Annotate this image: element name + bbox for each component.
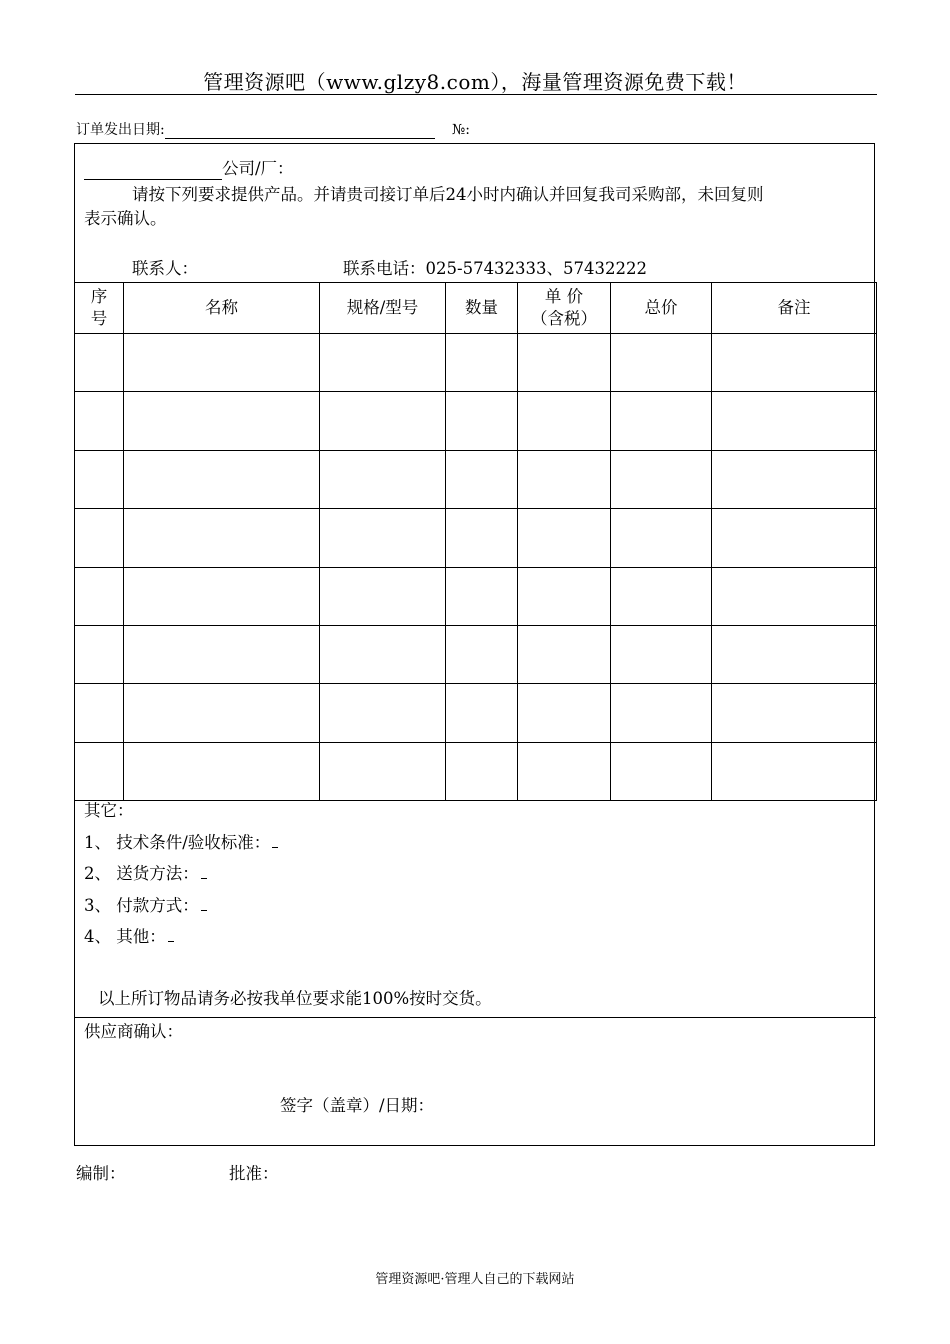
header-divider (75, 94, 877, 95)
payment-blank[interactable] (201, 898, 207, 911)
cell-index[interactable] (75, 509, 124, 567)
cell-quantity[interactable] (446, 334, 518, 392)
cell-spec[interactable] (320, 625, 446, 683)
cell-index[interactable] (75, 742, 124, 800)
order-date-label: 订单发出日期: (76, 122, 165, 138)
col-header-total: 总价 (611, 283, 712, 334)
cell-unit-price[interactable] (518, 625, 611, 683)
supplier-section-divider (74, 1017, 876, 1018)
cell-remarks[interactable] (712, 625, 877, 683)
prepared-by-label: 编制： (76, 1164, 126, 1183)
cell-remarks[interactable] (712, 509, 877, 567)
cell-name[interactable] (124, 392, 320, 450)
page-footer: 管理资源吧·管理人自己的下载网站 (375, 1272, 575, 1287)
cell-name[interactable] (124, 567, 320, 625)
cell-name[interactable] (124, 684, 320, 742)
col-header-spec: 规格/型号 (320, 283, 446, 334)
table-row (75, 334, 877, 392)
cell-total[interactable] (611, 334, 712, 392)
table-row (75, 742, 877, 800)
cell-spec[interactable] (320, 334, 446, 392)
col-header-quantity: 数量 (446, 283, 518, 334)
phone-label: 联系电话：025-57432333、57432222 (343, 259, 648, 278)
cell-total[interactable] (611, 392, 712, 450)
order-date-blank[interactable] (165, 124, 435, 139)
cell-name[interactable] (124, 625, 320, 683)
delivery-note: 以上所订物品请务必按我单位要求能100%按时交货。 (98, 989, 492, 1008)
cell-spec[interactable] (320, 509, 446, 567)
col-header-name: 名称 (124, 283, 320, 334)
page-header-title: 管理资源吧（www.glzy8.com），海量管理资源免费下载！ (203, 70, 747, 94)
tech-standard-blank[interactable] (272, 835, 278, 848)
cell-remarks[interactable] (712, 334, 877, 392)
cell-index[interactable] (75, 334, 124, 392)
supplier-sign-label: 签字（盖章）/日期： (280, 1096, 435, 1115)
cell-spec[interactable] (320, 684, 446, 742)
cell-unit-price[interactable] (518, 450, 611, 508)
others-item-payment: 3、 付款方式： (84, 895, 207, 917)
cell-quantity[interactable] (446, 450, 518, 508)
cell-total[interactable] (611, 450, 712, 508)
cell-total[interactable] (611, 567, 712, 625)
cell-quantity[interactable] (446, 625, 518, 683)
table-row (75, 684, 877, 742)
cell-remarks[interactable] (712, 684, 877, 742)
table-row (75, 567, 877, 625)
cell-remarks[interactable] (712, 450, 877, 508)
company-name-blank[interactable] (84, 161, 222, 180)
cell-total[interactable] (611, 625, 712, 683)
others-item-delivery: 2、 送货方法： (84, 863, 207, 885)
cell-name[interactable] (124, 509, 320, 567)
cell-index[interactable] (75, 392, 124, 450)
cell-spec[interactable] (320, 392, 446, 450)
cell-unit-price[interactable] (518, 567, 611, 625)
cell-quantity[interactable] (446, 509, 518, 567)
delivery-blank[interactable] (201, 866, 207, 879)
table-row (75, 625, 877, 683)
request-text-line2: 表示确认。 (84, 209, 167, 228)
request-text-line1: 请按下列要求提供产品。并请贵司接订单后24小时内确认并回复我司采购部，未回复则 (132, 185, 764, 204)
others-title: 其它： (84, 801, 134, 820)
cell-quantity[interactable] (446, 392, 518, 450)
other-blank[interactable] (168, 929, 174, 942)
col-header-index: 序 号 (75, 283, 124, 334)
cell-unit-price[interactable] (518, 392, 611, 450)
cell-total[interactable] (611, 742, 712, 800)
cell-total[interactable] (611, 684, 712, 742)
cell-name[interactable] (124, 334, 320, 392)
cell-name[interactable] (124, 450, 320, 508)
supplier-company-line (84, 158, 294, 180)
table-row (75, 392, 877, 450)
order-items-table (74, 282, 877, 801)
cell-index[interactable] (75, 450, 124, 508)
cell-quantity[interactable] (446, 742, 518, 800)
cell-name[interactable] (124, 742, 320, 800)
cell-unit-price[interactable] (518, 334, 611, 392)
cell-unit-price[interactable] (518, 742, 611, 800)
table-row (75, 450, 877, 508)
col-header-unit-price: 单 价 （含税） (518, 283, 611, 334)
order-number-label: №: (452, 122, 470, 138)
cell-index[interactable] (75, 684, 124, 742)
order-number-field (452, 121, 470, 139)
cell-remarks[interactable] (712, 567, 877, 625)
cell-quantity[interactable] (446, 567, 518, 625)
col-header-remarks: 备注 (712, 283, 877, 334)
cell-total[interactable] (611, 509, 712, 567)
cell-index[interactable] (75, 567, 124, 625)
table-header-row (75, 283, 877, 334)
contact-label: 联系人： (132, 259, 198, 278)
cell-remarks[interactable] (712, 742, 877, 800)
cell-quantity[interactable] (446, 684, 518, 742)
table-row (75, 509, 877, 567)
others-item-tech-standard: 1、 技术条件/验收标准： (84, 832, 278, 854)
cell-unit-price[interactable] (518, 684, 611, 742)
supplier-confirm-label: 供应商确认： (84, 1022, 183, 1041)
cell-unit-price[interactable] (518, 509, 611, 567)
cell-remarks[interactable] (712, 392, 877, 450)
cell-spec[interactable] (320, 742, 446, 800)
cell-spec[interactable] (320, 450, 446, 508)
cell-index[interactable] (75, 625, 124, 683)
company-suffix: 公司/厂： (222, 159, 294, 178)
approved-by-label: 批准： (229, 1164, 279, 1183)
others-item-other: 4、 其他： (84, 926, 174, 948)
order-date-field (76, 121, 435, 139)
cell-spec[interactable] (320, 567, 446, 625)
